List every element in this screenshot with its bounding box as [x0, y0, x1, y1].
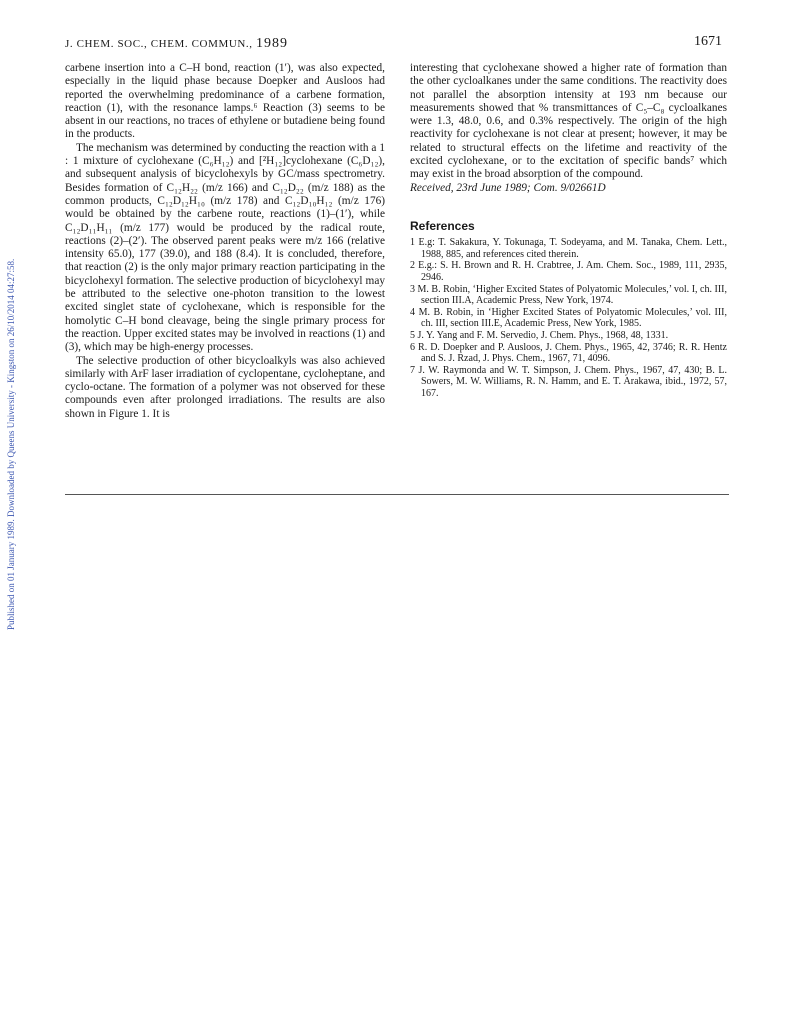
received-line: Received, 23rd June 1989; Com. 9/02661D: [410, 181, 606, 194]
journal-year: 1989: [255, 36, 288, 51]
download-watermark: [5, 185, 19, 630]
reference-item: 6 R. D. Doepker and P. Ausloos, J. Chem. Phys., 1965, 42, 3746; R. R. Hentz and S. J. Rzad, J. Phys. Chem., 1967, 71, 4096.: [410, 341, 727, 365]
reference-item: 5 J. Y. Yang and F. M. Servedio, J. Chem. Phys., 1968, 48, 1331.: [410, 330, 669, 342]
reference-item: 1 E.g: T. Sakakura, Y. Tokunaga, T. Sodeyama, and M. Tanaka, Chem. Lett., 1988, 885, and references cited therein.: [410, 237, 727, 260]
paragraph: interesting that cyclohexane showed a higher rate of formation than the other cycloalkanes under the same conditions. The reactivity does not parallel the absorption intensity at 193 nm because our measurements showed that % transmittances of C₅–C₈ cycloalkanes were 1.3, 48.0, 0.6, and 0.3% respectively. The origin of the high reactivity for cyclohexane is not clear at present; however, it may be related to structural effects on the lifetime and reactivity of the excited cyclohexane, or to the excitation of specific bands⁷ which may exist in the broad absorption of the compound.: [410, 62, 727, 181]
paragraph: The mechanism was determined by conducting the reaction with a 1 : 1 mixture of cyclohexane (C₆H₁₂) and [²H₁₂]cyclohexane (C₆D₁₂), and subsequent analysis of bicyclohexyls by GC/mass spectrometry. Besides formation of C₁₂H₂₂ (m/z 166) and C₁₂D₂₂ (m/z 188) as the common products, C₁₂D₁₂H₁₀ (m/z 178) and C₁₂D₁₀H₁₂ (m/z 176) would be obtained by the carbene route, reactions (1)–(1′), while C₁₂D₁₁H₁₁ (m/z 177) would be produced by the radical route, reactions (2)–(2′). The observed parent peaks were m/z 166 (relative intensity 65.0), 177 (39.0), and 188 (8.4). It is concluded, therefore, that reaction (2) is the only major primary reaction participating in the bicyclohexyl formation. The selective production of bicyclohexyl may be attributed to the selective one-photon transition to the lowest excited singlet state of cyclohexane, which is responsible for the homolytic C–H bond cleavage, being the single primary process for the reaction. Upper excited states may be involved in reactions (1) and (3), which may be high-energy processes.: [65, 141, 385, 354]
page-divider: [65, 494, 729, 495]
left-column: [65, 62, 385, 421]
reference-item: 3 M. B. Robin, ‘Higher Excited States of Polyatomic Molecules,’ vol. I, ch. III, section III.A, Academic Press, New York, 1974.: [410, 283, 727, 307]
references-heading: References: [410, 218, 475, 233]
running-header: [65, 36, 288, 52]
page-number: 1671: [694, 34, 722, 49]
paragraph: carbene insertion into a C–H bond, reaction (1′), was also expected, especially in the liquid phase because Doepker and Ausloos had reported the overwhelming predominance of a carbene formation, reaction (1), with the resonance lamps.⁶ Reaction (3) seems to be absent in our reactions, no traces of ethylene or butadiene being found in the products.: [65, 62, 385, 141]
journal-name: J. CHEM. SOC., CHEM. COMMUN.,: [65, 38, 253, 50]
reference-item: 7 J. W. Raymonda and W. T. Simpson, J. Chem. Phys., 1967, 47, 430; B. L. Sowers, M. W. Williams, R. N. Hamm, and E. T. Arakawa, ibid., 1972, 57, 167.: [410, 364, 727, 399]
download-watermark-text: Published on 01 January 1989. Downloaded by Queens University - Kingston on 26/10/2014 04:27:58.: [6, 258, 16, 630]
reference-item: 4 M. B. Robin, in ‘Higher Excited States of Polyatomic Molecules,’ vol. III, ch. III, section III.E, Academic Press, New York, 1985.: [410, 306, 727, 330]
right-column: [410, 62, 727, 400]
paragraph: The selective production of other bicycloalkyls was also achieved similarly with ArF laser irradiation of cyclopentane, cycloheptane, and cyclo-octane. The formation of a polymer was not observed for these compounds even after prolonged irradiations. The results are also shown in Figure 1. It is: [65, 354, 385, 420]
reference-item: 2 E.g.: S. H. Brown and R. H. Crabtree, J. Am. Chem. Soc., 1989, 111, 2935, 2946.: [410, 260, 727, 284]
